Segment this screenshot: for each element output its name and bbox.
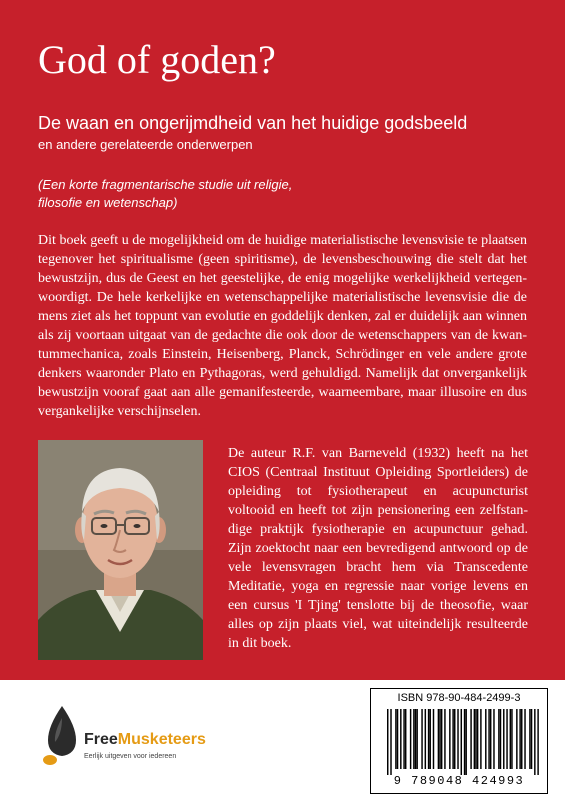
barcode-bar [415, 709, 416, 769]
barcode-bar [485, 709, 486, 769]
study-note-line-1: (Een korte fragmentarische studie uit religie, [38, 177, 293, 192]
book-subtitle: De waan en ongerijmdheid van het huidige godsbeeld [38, 113, 468, 133]
barcode-bar [511, 709, 512, 769]
publisher-logo [40, 704, 240, 774]
book-title: God of goden? [38, 37, 276, 82]
ean-digits: 9 789048 424993 [393, 774, 525, 788]
author-photo [38, 440, 203, 660]
barcode-bar [474, 709, 475, 769]
barcode-bar [397, 709, 398, 769]
isbn-label: ISBN 978-90-484-2499-3 [397, 692, 521, 704]
barcode-bar [531, 709, 532, 769]
study-note [38, 176, 398, 212]
barcode-bar [429, 709, 430, 769]
barcode-bar [441, 709, 442, 769]
barcode-bar [498, 709, 499, 769]
barcode-bar [503, 709, 504, 769]
barcode-bar [390, 709, 391, 775]
barcode-bar [410, 709, 411, 769]
barcode-bar [413, 709, 414, 769]
barcode-bar [480, 709, 481, 769]
author-bio: De auteur R.F. van Barneveld (1932) heeft na het CIOS (Centraal Instituut Opleiding Sportleiders) de opleiding tot fysiotherapeut en acupuncturist voltooid en heeft tot zijn pensionering een zelfstan-dige praktijk fysiotherapie en acupunctuur gehad. Zijn zoektocht naar een bevredigend antwoord op de vele levensvragen bracht hem via Transcedente Meditatie, yoga en regressie naar vorige levens en een cursus 'I Tjing' tenslotte bij de theosofie, waar alles op zijn plaats viel, wat uiteindelijk resulteerde in dit boek. [228, 446, 528, 651]
barcode-bar [405, 709, 406, 769]
publisher-tagline: Eerlijk uitgeven voor iedereen [84, 753, 177, 760]
barcode-bar [454, 709, 455, 769]
barcode-bar [444, 709, 445, 769]
barcode-bar [438, 709, 439, 769]
barcode-bar [534, 709, 535, 775]
barcode-bar [537, 709, 538, 775]
barcode-bar [403, 709, 404, 769]
barcode-bar [506, 709, 507, 769]
barcode-bar [395, 709, 396, 769]
barcode-bar [464, 709, 465, 775]
book-blurb: Dit boek geeft u de mogelijkheid om de huidige materialistische levensvisie te plaatsen tegenover het spiritualisme (geen spiritisme), de levensbeschouwing die stelt dat het bewustzijn, dus de Geest en het geestelijke, de enig mogelijke werkelijkheid vertegen-woordigt. De hele kerkelijke en wetenschappelijke materialistische levensvisie die de mens ziet als het toppunt van evolutie en goddelijk denken, zal er duidelijk aan winnen als zij voortaan uitgaat van de gedachte die ook door de wetenschappers van de kwan-tummechanica, zoals Einstein, Heisenberg, Planck, Schrödinger en vele andere grote denkers waaronder Plato en Pythagoras, werd gehuldigd. Namelijk dat onvergankelijk bewustzijn vooraf gaat aan alle gemanifesteerde, waarneembare, maar illusoire en dus vergankelijke verschijnselen. [38, 233, 527, 419]
barcode-icon [383, 707, 543, 777]
barcode-bar [457, 709, 458, 769]
barcode-bar [433, 709, 434, 769]
barcode-bar [500, 709, 501, 769]
barcode-bar [439, 709, 440, 769]
barcode-bar [510, 709, 511, 769]
barcode-bar [470, 709, 471, 769]
publisher-name [84, 731, 206, 749]
barcode-bar [416, 709, 417, 769]
barcode-bar [519, 709, 520, 769]
barcode-bar [529, 709, 530, 769]
barcode-bar [461, 709, 462, 775]
barcode-bar [516, 709, 517, 769]
barcode-bar [521, 709, 522, 769]
barcode-bar [428, 709, 429, 769]
publisher-name-free: Free [84, 731, 118, 748]
barcode-bar [421, 709, 422, 769]
barcode-bar [452, 709, 453, 769]
publisher-name-musketeers: Musketeers [117, 731, 206, 748]
barcode-bar [449, 709, 450, 769]
drop-leaf-icon [40, 704, 80, 770]
barcode-bar [387, 709, 388, 775]
author-portrait-drawing [38, 440, 203, 660]
book-subtitle-secondary: en andere gerelateerde onderwerpen [38, 137, 253, 152]
barcode-bar [524, 709, 525, 769]
barcode-bar [488, 709, 489, 769]
barcode-bar [400, 709, 401, 769]
barcode-bar [465, 709, 466, 775]
publisher-strip [0, 680, 565, 800]
barcode-bar [493, 709, 494, 769]
barcode-bar [477, 709, 478, 769]
barcode-bar [425, 709, 426, 769]
study-note-line-2: filosofie en wetenschap) [38, 195, 178, 210]
barcode-box [370, 688, 548, 794]
barcode-bar [490, 709, 491, 769]
barcode-bar [475, 709, 476, 769]
